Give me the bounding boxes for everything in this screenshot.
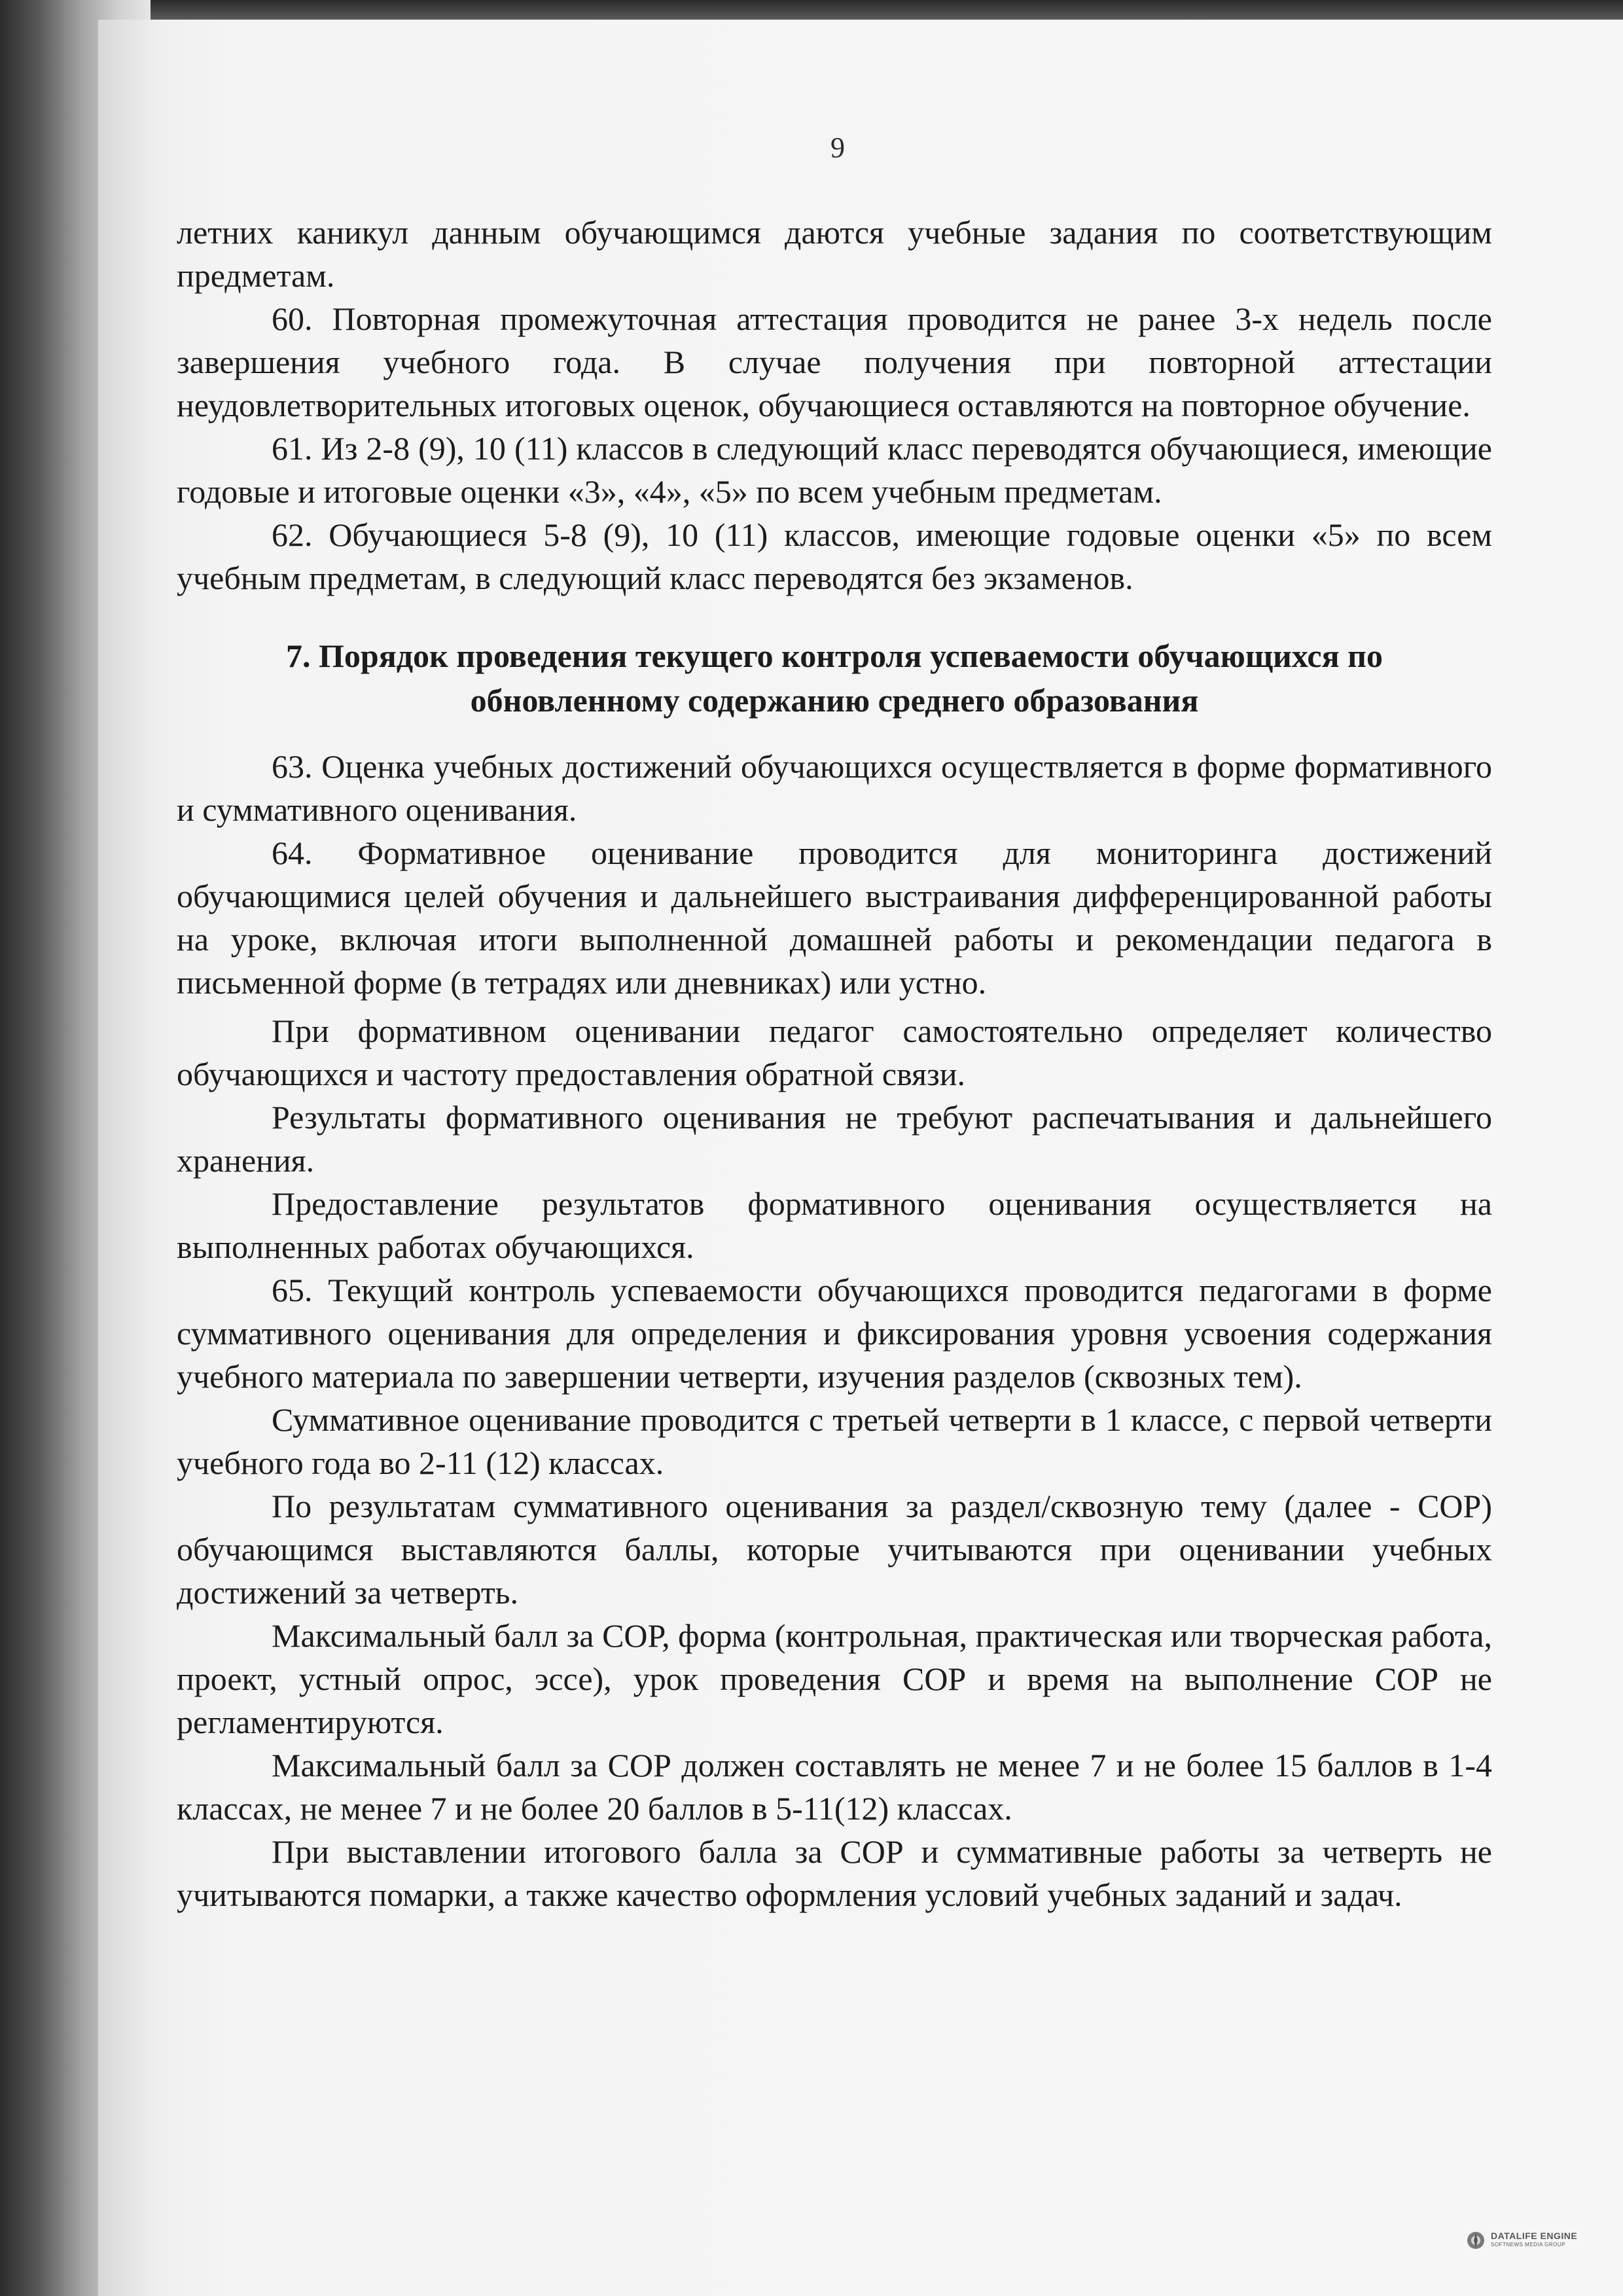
watermark (1466, 2224, 1603, 2257)
document-body (177, 211, 1492, 1916)
paragraph: 61. Из 2-8 (9), 10 (11) классов в следующий класс переводятся обучающиеся, имеющие годовые и итоговые оценки «3», «4», «5» по всем учебным предметам. (177, 430, 1492, 510)
paragraph: По результатам суммативного оценивания за раздел/сквозную тему (далее - СОР) обучающимся выставляются баллы, которые учитываются при оценивании учебных достижений за четверть. (177, 1488, 1492, 1611)
page-number: 9 (830, 132, 845, 164)
watermark-subtitle: SOFTNEWS MEDIA GROUP (1491, 2242, 1566, 2248)
paragraph: Максимальный балл за СОР, форма (контрольная, практическая или творческая работа, проект, устный опрос, эссе), урок проведения СОР и время на выполнение СОР не регламентируются. (177, 1617, 1492, 1740)
paragraph: летних каникул данным обучающимся даются учебные задания по соответствующим предметам. (177, 214, 1492, 294)
paragraph: Максимальный балл за СОР должен составлять не менее 7 и не более 15 баллов в 1-4 классах, не менее 7 и не более 20 баллов в 5-11(12) классах. (177, 1747, 1492, 1827)
paragraph: 62. Обучающиеся 5-8 (9), 10 (11) классов, имеющие годовые оценки «5» по всем учебным предметам, в следующий класс переводятся без экзаменов. (177, 516, 1492, 596)
paragraph: При формативном оценивании педагог самостоятельно определяет количество обучающихся и частоту предоставления обратной связи. (177, 1013, 1492, 1092)
paragraph: 64. Формативное оценивание проводится для мониторинга достижений обучающимися целей обучения и дальнейшего выстраивания дифференцированной работы на уроке, включая итоги выполненной домашней работы и рекомендации педагога в письменной форме (в тетрадях или дневниках) или устно. (177, 834, 1492, 1001)
watermark-text (1491, 2231, 1577, 2250)
paragraph: Суммативное оценивание проводится с третьей четверти в 1 классе, с первой четверти учебного года во 2-11 (12) классах. (177, 1401, 1492, 1481)
paragraph: 60. Повторная промежуточная аттестация проводится не ранее 3-х недель после завершения учебного года. В случае получения при повторной аттестации неудовлетворительных итоговых оценок, обучающиеся оставляются на повторное обучение. (177, 300, 1492, 423)
paragraph: При выставлении итогового балла за СОР и суммативные работы за четверть не учитываются помарки, а также качество оформления условий учебных заданий и задач. (177, 1833, 1492, 1913)
watermark-title: DATALIFE ENGINE (1491, 2231, 1578, 2241)
paragraph: 65. Текущий контроль успеваемости обучающихся проводится педагогами в форме суммативного оценивания для определения и фиксирования уровня усвоения содержания учебного материала по завершении четверти, изучения разделов (сквозных тем). (177, 1272, 1492, 1395)
section-heading-line: 7. Порядок проведения текущего контроля успеваемости обучающихся по (286, 637, 1383, 674)
paragraph: Результаты формативного оценивания не требуют распечатывания и дальнейшего хранения. (177, 1099, 1492, 1179)
paragraph: Предоставление результатов формативного оценивания осуществляется на выполненных работах обучающихся. (177, 1185, 1492, 1265)
section-heading (177, 634, 1492, 723)
section-heading-line: обновленному содержанию среднего образования (470, 682, 1199, 719)
datalife-engine-logo-icon (1466, 2231, 1486, 2250)
paragraph: 63. Оценка учебных достижений обучающихся осуществляется в форме формативного и суммативного оценивания. (177, 748, 1492, 828)
